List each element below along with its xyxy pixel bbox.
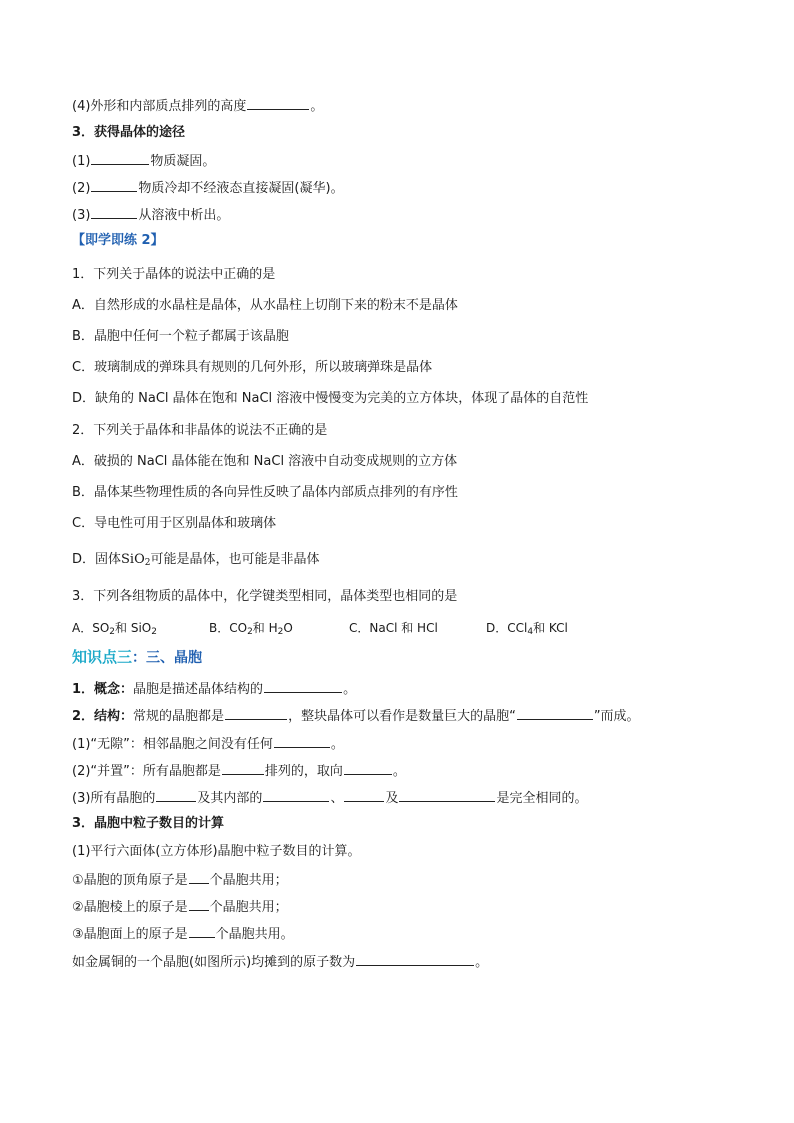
line-text: 可能是晶体，也可能是非晶体 [150, 552, 320, 567]
structure-label: 2．结构： [72, 709, 134, 724]
structure-point-2 [72, 761, 754, 781]
q3-stem: 3．下列各组物质的晶体中，化学键类型相同，晶体类型也相同的是 [72, 589, 458, 604]
opt-text: A．SO [72, 621, 110, 635]
q3-option-a [72, 619, 209, 637]
subscript: 2 [247, 627, 253, 637]
blank [91, 151, 149, 165]
count-intro: (1)平行六面体(立方体形)晶胞中粒子数目的计算。 [72, 844, 361, 859]
q2-option-a: A．破损的 NaCl 晶体能在饱和 NaCl 溶液中自动变成规则的立方体 [72, 454, 458, 469]
line-text: D．固体 [72, 552, 122, 567]
line-text: (2)“并置”：所有晶胞都是 [72, 764, 221, 779]
line-text: 。 [392, 764, 406, 779]
q2-option-c: C．导电性可用于区别晶体和玻璃体 [72, 516, 277, 531]
blank [189, 897, 209, 911]
structure-point-1 [72, 734, 754, 754]
line-text: 晶胞是描述晶体结构的 [133, 682, 264, 697]
section-heading-ways: 3．获得晶体的途径 [72, 125, 186, 140]
q3-option-b [209, 619, 349, 637]
subscript: 2 [151, 627, 157, 637]
q1-option-b: B．晶胞中任何一个粒子都属于该晶胞 [72, 329, 289, 344]
line-text: 物质冷却不经液态直接凝固(凝华)。 [138, 181, 344, 196]
line-text: ②晶胞棱上的原子是 [72, 900, 188, 915]
blank [264, 679, 342, 693]
line-text: (3) [72, 208, 91, 223]
line-text: 。 [475, 955, 489, 970]
line-text: (1) [72, 154, 91, 169]
structure-point-3 [72, 788, 754, 808]
q1-option-a: A．自然形成的水晶柱是晶体，从水晶柱上切削下来的粉末不是晶体 [72, 298, 458, 313]
line-text: (3)所有晶胞的 [72, 791, 156, 806]
line-text: ③晶胞面上的原子是 [72, 927, 188, 942]
opt-text: 和 H [252, 621, 278, 635]
q2-option-b: B．晶体某些物理性质的各向异性反映了晶体内部质点排列的有序性 [72, 485, 458, 500]
blank [356, 952, 474, 966]
count-vertex [72, 870, 754, 890]
subscript: 2 [109, 627, 116, 637]
blank [247, 96, 309, 110]
way-3 [72, 205, 754, 225]
q3-options [72, 619, 754, 637]
blank [399, 788, 495, 802]
line-text: ①晶胞的顶角原子是 [72, 873, 188, 888]
line-text: 。 [343, 682, 357, 697]
q2-stem: 2．下列关于晶体和非晶体的说法不正确的是 [72, 423, 328, 438]
line-text: 个晶胞共用； [209, 900, 288, 915]
line-text: 。 [310, 99, 324, 114]
count-face [72, 924, 754, 944]
line-text: 是完全相同的。 [496, 791, 588, 806]
blank [189, 870, 209, 884]
opt-text: D．CCl [486, 621, 528, 635]
subscript: 4 [527, 627, 534, 637]
q1-option-c: C．玻璃制成的弹珠具有规则的几何外形，所以玻璃弹珠是晶体 [72, 360, 433, 375]
blank [225, 706, 287, 720]
blank [263, 788, 329, 802]
line-text: (2) [72, 181, 91, 196]
count-edge [72, 897, 754, 917]
concept-label: 1．概念： [72, 682, 134, 697]
line-text: 。 [330, 737, 344, 752]
line-text: 及 [385, 791, 399, 806]
blank [344, 761, 392, 775]
line-text: 物质凝固。 [150, 154, 216, 169]
formula [121, 552, 150, 567]
blank [91, 205, 137, 219]
line-text: (4)外形和内部质点排列的高度 [72, 99, 247, 114]
formula-text: SiO [121, 552, 145, 567]
line-text: ，整块晶体可以看作是数量巨大的晶胞“ [288, 709, 516, 724]
practice-title: 【即学即练 2】 [72, 233, 164, 248]
blank [156, 788, 196, 802]
feature-line-4 [72, 96, 754, 116]
blank [274, 734, 330, 748]
line-text: 、 [330, 791, 344, 806]
line-text: 个晶胞共用。 [215, 927, 294, 942]
structure-line [72, 706, 754, 726]
line-text: 排列的，取向 [264, 764, 343, 779]
q1-option-d: D．缺角的 NaCl 晶体在饱和 NaCl 溶液中慢慢变为完美的立方体块，体现了晶体的自范性 [72, 391, 589, 406]
opt-text: 和 SiO [115, 621, 152, 635]
section-heading-count: 3．晶胞中粒子数目的计算 [72, 816, 225, 831]
subscript: 2 [277, 627, 284, 637]
count-copper-example [72, 952, 754, 972]
q2-option-d [72, 551, 754, 569]
subscript: 2 [144, 558, 151, 568]
blank [222, 761, 264, 775]
blank [189, 924, 215, 938]
line-text: 如金属铜的一个晶胞(如图所示)均摊到的原子数为 [72, 955, 356, 970]
opt-text: 和 KCl [533, 621, 568, 635]
blank [517, 706, 593, 720]
concept-line [72, 679, 754, 699]
q3-option-d [486, 619, 568, 637]
opt-text: B．CO [209, 621, 248, 635]
way-1 [72, 151, 754, 171]
blank [344, 788, 384, 802]
opt-text: O [283, 621, 293, 635]
knowledge-point-title: ：三、晶胞 [132, 650, 203, 666]
q1-stem: 1．下列关于晶体的说法中正确的是 [72, 267, 276, 282]
line-text: 从溶液中析出。 [138, 208, 230, 223]
knowledge-point-label: 知识点三 [72, 648, 133, 666]
way-2 [72, 178, 754, 198]
line-text: 常规的晶胞都是 [133, 709, 225, 724]
line-text: 及其内部的 [197, 791, 263, 806]
knowledge-point-heading [72, 646, 754, 670]
blank [91, 178, 137, 192]
line-text: (1)“无隙”：相邻晶胞之间没有任何 [72, 737, 273, 752]
line-text: ”而成。 [593, 709, 640, 724]
line-text: 个晶胞共用； [209, 873, 288, 888]
q3-option-c: C．NaCl 和 HCl [349, 621, 438, 635]
